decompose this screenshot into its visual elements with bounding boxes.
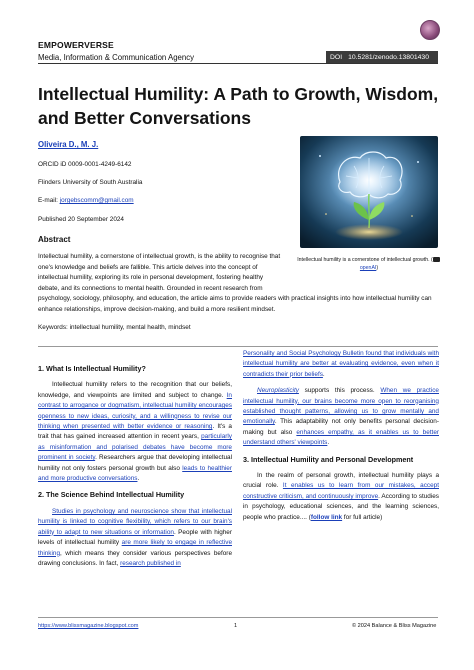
left-column: [38, 364, 232, 575]
header-divider: [38, 63, 438, 64]
inline-link-neuroplasticity[interactable]: Neuroplasticity: [257, 387, 299, 395]
paragraph-s3: In the realm of personal growth, intellectual humility plays a crucial role. It enables us to learn from our mistakes, accept constructive criticism, and continuously improve. According to studies in psychology, educational sciences, and the learning sciences, people who practice.... (follow link for full article): [243, 472, 440, 521]
doi-label: DOI: [330, 53, 343, 61]
footer-url[interactable]: https://www.blissmagazine.blogspot.com: [38, 623, 139, 629]
inline-link[interactable]: particularly as misinformation and polarised debates have become more prominent in society: [38, 433, 232, 462]
affiliation: Flinders University of South Australia: [38, 179, 143, 186]
email-label: E-mail:: [38, 197, 58, 204]
email-link[interactable]: jorgebscomm@gmail.com: [59, 197, 134, 204]
page-number: 1: [234, 623, 238, 629]
inline-link[interactable]: enhances empathy, as it enables us to better understand others' viewpoints: [243, 428, 439, 447]
body-divider: [38, 346, 438, 347]
article-figure-brain-plant: [300, 136, 438, 248]
follow-link[interactable]: follow link: [310, 513, 343, 521]
author-name[interactable]: Oliveira D., M. J.: [38, 140, 99, 149]
inline-link[interactable]: are more likely to engage in reflective thinking: [38, 539, 232, 557]
abstract-heading: Abstract: [38, 235, 71, 244]
section-heading-3: 3. Intellectual Humility and Personal Development: [243, 454, 414, 464]
abstract-text: Intellectual humility, a cornerstone of intellectual growth, is the ability to recognise that one's knowledge and beliefs are fallible. This article delves into the concept of intellectual humility, exploring its role in personal development, fostering healthy debate, and its connections to mental health. Grounded in recent research from psychology, sociology, philosophy, and education, the article aims to provide readers with practical insights into how intellectual humility can enhance relationships, improve decision-making, and build a more resilient mindset.: [38, 253, 432, 313]
section-heading-1: 1. What Is Intellectual Humility?: [38, 364, 146, 373]
publisher-name: EMPOWERVERSE: [38, 40, 114, 50]
published-date: Published 20 September 2024: [38, 216, 124, 223]
footer-copyright: © 2024 Balance & Bliss Magazine: [352, 623, 437, 629]
inline-link[interactable]: Studies in psychology and neuroscience show that intellectual humility is linked to cognitive flexibility, which refers to our brain's ability to adapt to new situations or information: [38, 507, 232, 536]
paragraph-continued: Personality and Social Psychology Bulletin found that individuals with intellectual humility are better at evaluating evidence, even when it contradicts their prior beliefs.: [243, 350, 439, 378]
publisher-subtitle: Media, Information & Communication Agency: [38, 53, 195, 62]
right-column: [243, 349, 439, 529]
article-title: Intellectual Humility: A Path to Growth, Wisdom, and Better Conversations: [38, 84, 439, 128]
brain-plant-illustration: [300, 136, 438, 248]
orcid-id: ORCID iD 0009-0001-4249-6142: [38, 161, 132, 168]
inline-link[interactable]: Personality and Social Psychology Bulletin found that individuals with intellectual humility are better at evaluating evidence, even when it contradicts their prior beliefs: [243, 350, 439, 378]
keywords: Keywords: intellectual humility, mental health, mindset: [38, 324, 191, 331]
doi-badge[interactable]: [326, 51, 438, 63]
paragraph-s2: Studies in psychology and neuroscience show that intellectual humility is linked to cognitive flexibility, which refers to our brain's ability to adapt to new situations or information. People with higher levels of intellectual humility are more likely to engage in reflective thinking, which means they consider various perspectives before drawing conclusions. In fact, research published in: [38, 507, 232, 567]
inline-link[interactable]: In contrast to arrogance or dogmatism, intellectual humility encourages openness to new ideas, curiosity, and a willingness to revise our thinking when presented with better evidence or reasoning: [38, 391, 232, 431]
footer-divider: [38, 617, 438, 618]
inline-link[interactable]: When we practice intellectual humility, our brains become more open to reorganising established thought patterns, allowing us to grow mentally and emotionally: [243, 387, 439, 426]
doi-link[interactable]: 10.5281/zenodo.13801430: [348, 53, 429, 61]
journal-seal-logo: [420, 20, 440, 40]
inline-link[interactable]: It enables us to learn from our mistakes, accept constructive criticism, and continuously improve: [243, 482, 439, 500]
email-line: [38, 197, 134, 204]
paragraph-neuroplasticity: Neuroplasticity supports this process. When we practice intellectual humility, our brains become more open to reorganising established thought patterns, allowing us to grow mentally and emotionally. This adaptability not only benefits personal decision-making but also enhances empathy, as it enables us to better understand others' viewpoints.: [243, 387, 439, 447]
inline-link[interactable]: leads to healthier and more productive conversations: [38, 464, 232, 483]
abstract-body: [38, 252, 438, 316]
figure-caption: Intellectual humility is a cornerstone of intellectual growth. (openAI): [292, 256, 446, 272]
inline-link[interactable]: research published in: [120, 559, 181, 567]
caption-source-link[interactable]: openAI: [359, 265, 377, 271]
section-heading-2: 2. The Science Behind Intellectual Humility: [38, 490, 185, 500]
paragraph-s1: Intellectual humility refers to the recognition that our beliefs, knowledge, and viewpoints are limited and subject to change. In contrast to arrogance or dogmatism, intellectual humility encourages openness to new ideas, curiosity, and a willingness to revise our thinking when presented with better evidence or reasoning. It's a trait that has gained increased attention in recent years, particularly as misinformation and polarised debates have become more prominent in society. Researchers argue that developing intellectual humility not only fosters personal growth but also leads to healthier and more productive conversations.: [38, 381, 233, 483]
